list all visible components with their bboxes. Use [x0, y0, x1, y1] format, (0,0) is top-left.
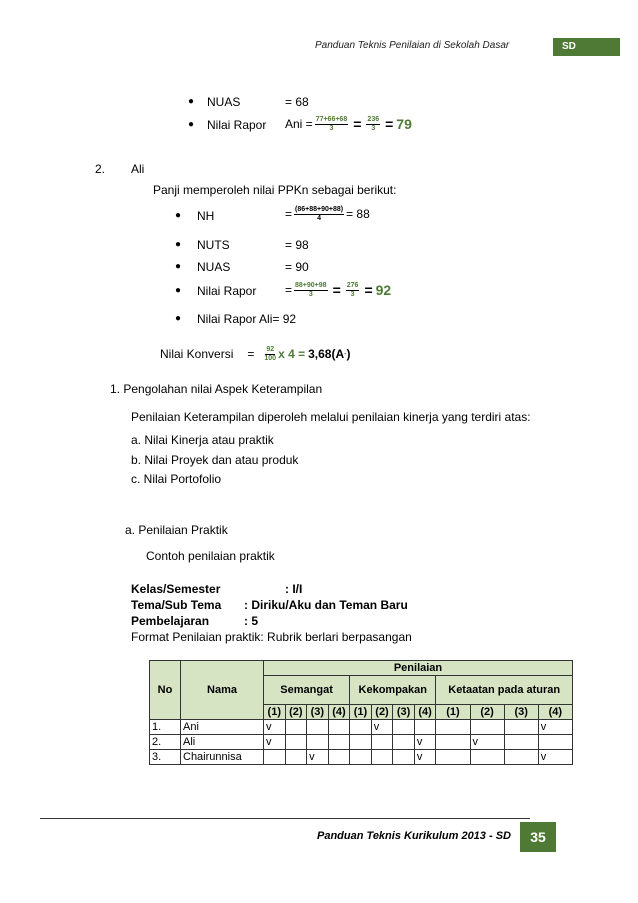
fraction-denominator: 4 [317, 214, 321, 222]
equals-sign: = [332, 282, 341, 298]
subcol-header: (2) [371, 705, 393, 720]
rubric-table [149, 660, 573, 765]
check-cell [436, 750, 470, 765]
nh-label: NH [197, 209, 215, 223]
check-cell [504, 750, 538, 765]
subcol-header: (2) [470, 705, 504, 720]
subcol-header: (1) [436, 705, 470, 720]
fraction-numerator: 276 [346, 281, 359, 289]
fraction [294, 282, 328, 299]
subcol-header: (3) [307, 705, 329, 720]
student-name: Ali [131, 162, 145, 176]
fraction [294, 206, 344, 223]
bullet: ● [175, 261, 182, 272]
rubric-body [150, 720, 573, 765]
list-item: c. Nilai Portofolio [131, 472, 222, 486]
check-cell [436, 735, 470, 750]
pembelajaran-value: : 5 [244, 614, 259, 628]
check-cell: v [307, 750, 329, 765]
list-item: b. Nilai Proyek dan atau produk [131, 453, 299, 467]
nilai-konversi-row [160, 342, 350, 366]
fraction [264, 346, 276, 363]
subcol-header: (1) [350, 705, 372, 720]
check-cell [307, 735, 329, 750]
fraction-denominator: 3 [308, 290, 313, 298]
rapor-ali-formula [285, 276, 391, 304]
row-nama: Ani [181, 720, 264, 735]
section-intro: Panji memperoleh nilai PPKn sebagai berikut: [153, 183, 397, 197]
fraction [346, 282, 360, 299]
check-cell [538, 735, 572, 750]
check-cell [393, 750, 415, 765]
pembelajaran-label: Pembelajaran [131, 614, 210, 628]
rapor-label: Nilai Rapor [207, 118, 267, 132]
fraction-numerator: 88+90+98 [295, 281, 327, 289]
fraction-denominator: 3 [329, 124, 334, 132]
check-cell [470, 750, 504, 765]
row-no: 2. [150, 735, 181, 750]
list-item: a. Nilai Kinerja atau praktik [131, 433, 274, 447]
check-cell [350, 750, 372, 765]
nuas-label: NUAS [207, 95, 241, 109]
nh-formula [285, 200, 370, 228]
check-cell: v [538, 720, 572, 735]
fraction-numerator: 77+66+68 [315, 115, 348, 123]
fraction-denominator: 3 [371, 124, 376, 132]
subcol-header: (4) [328, 705, 350, 720]
fraction-denominator: 100 [264, 354, 277, 362]
nuas2-label: NUAS [197, 260, 231, 274]
check-cell [393, 735, 415, 750]
equals-sign: = [364, 282, 373, 298]
check-cell [285, 720, 307, 735]
check-cell: v [538, 750, 572, 765]
group-header-ketaatan: Ketaatan pada aturan [436, 676, 573, 705]
check-cell: v [264, 720, 286, 735]
group-header-semangat: Semangat [264, 676, 350, 705]
col-nama-header: Nama [181, 661, 264, 720]
rapor2-label: Nilai Rapor [197, 284, 257, 298]
subcol-header: (4) [538, 705, 572, 720]
konversi-times: x 4 = [278, 347, 306, 361]
konversi-label: Nilai Konversi [160, 347, 234, 361]
fraction-denominator: 3 [350, 290, 355, 298]
subcol-header: (3) [393, 705, 415, 720]
fraction-numerator: (86+88+90+88) [295, 205, 344, 213]
table-row [150, 735, 573, 750]
check-cell [414, 720, 436, 735]
kelas-label: Kelas/Semester [131, 582, 221, 596]
fraction-numerator: 236 [367, 115, 380, 123]
rapor-ani-result: 79 [396, 116, 412, 132]
konversi-sup: - [344, 350, 347, 358]
penilaian-header: Penilaian [264, 661, 573, 676]
section-number: 2. [95, 162, 106, 176]
rapor-ali-summary: Nilai Rapor Ali= 92 [197, 312, 297, 326]
nuts-value: = 98 [285, 238, 309, 252]
check-cell [350, 735, 372, 750]
page-number: 35 [520, 822, 556, 852]
check-cell [264, 750, 286, 765]
check-cell [328, 720, 350, 735]
keterampilan-heading: 1. Pengolahan nilai Aspek Keterampilan [110, 382, 323, 396]
table-row [150, 720, 573, 735]
check-cell: v [414, 750, 436, 765]
bullet: ● [175, 313, 182, 324]
bullet: ● [188, 96, 195, 107]
check-cell: v [470, 735, 504, 750]
row-no: 3. [150, 750, 181, 765]
equals-sign: = [353, 116, 362, 132]
nuts-label: NUTS [197, 238, 230, 252]
rapor-ani-prefix: Ani = [285, 117, 313, 131]
check-cell [504, 720, 538, 735]
bullet: ● [175, 210, 182, 221]
fraction [366, 116, 380, 133]
kelas-value: : I/I [285, 582, 303, 596]
check-cell [328, 750, 350, 765]
row-nama: Ali [181, 735, 264, 750]
bullet: ● [175, 285, 182, 296]
subcol-header: (3) [504, 705, 538, 720]
praktik-example: Contoh penilaian praktik [146, 549, 275, 563]
konversi-result: 3,68(A [308, 347, 345, 361]
check-cell [285, 750, 307, 765]
keterampilan-intro: Penilaian Keterampilan diperoleh melalui penilaian kinerja yang terdiri atas: [131, 410, 531, 424]
bullet: ● [188, 119, 195, 130]
table-row [150, 750, 573, 765]
footer-title: Panduan Teknis Kurikulum 2013 - SD [317, 830, 511, 842]
subcol-header: (4) [414, 705, 436, 720]
check-cell [350, 720, 372, 735]
header-title: Panduan Teknis Penilaian di Sekolah Dasar [315, 40, 510, 51]
check-cell: v [371, 720, 393, 735]
rapor-ani-formula [285, 110, 412, 138]
praktik-heading: a. Penilaian Praktik [125, 523, 228, 537]
rapor-ali-prefix: = [285, 283, 293, 297]
bullet: ● [175, 239, 182, 250]
check-cell [328, 735, 350, 750]
tema-value: : Diriku/Aku dan Teman Baru [244, 598, 408, 612]
check-cell [393, 720, 415, 735]
check-cell [504, 735, 538, 750]
header-badge: SD [553, 38, 620, 56]
subcol-header: (1) [264, 705, 286, 720]
subcol-header: (2) [285, 705, 307, 720]
check-cell: v [414, 735, 436, 750]
nh-value: = 88 [346, 207, 370, 221]
check-cell [307, 720, 329, 735]
row-no: 1. [150, 720, 181, 735]
check-cell: v [264, 735, 286, 750]
check-cell [470, 720, 504, 735]
nuas-value: = 68 [285, 95, 309, 109]
row-nama: Chairunnisa [181, 750, 264, 765]
nh-prefix: = [285, 207, 293, 221]
col-no-header: No [150, 661, 181, 720]
equals-sign: = [385, 116, 394, 132]
konversi-close: ) [346, 347, 351, 361]
footer-divider [40, 818, 530, 819]
check-cell [285, 735, 307, 750]
nuas2-value: = 90 [285, 260, 309, 274]
check-cell [371, 735, 393, 750]
rapor-ali-result: 92 [375, 282, 392, 298]
check-cell [436, 720, 470, 735]
tema-label: Tema/Sub Tema [131, 598, 222, 612]
group-header-kekompakan: Kekompakan [350, 676, 436, 705]
fraction-numerator: 92 [266, 345, 275, 353]
konversi-eq: = [247, 347, 255, 361]
format-text: Format Penilaian praktik: Rubrik berlari berpasangan [131, 630, 412, 644]
fraction [315, 116, 349, 133]
check-cell [371, 750, 393, 765]
